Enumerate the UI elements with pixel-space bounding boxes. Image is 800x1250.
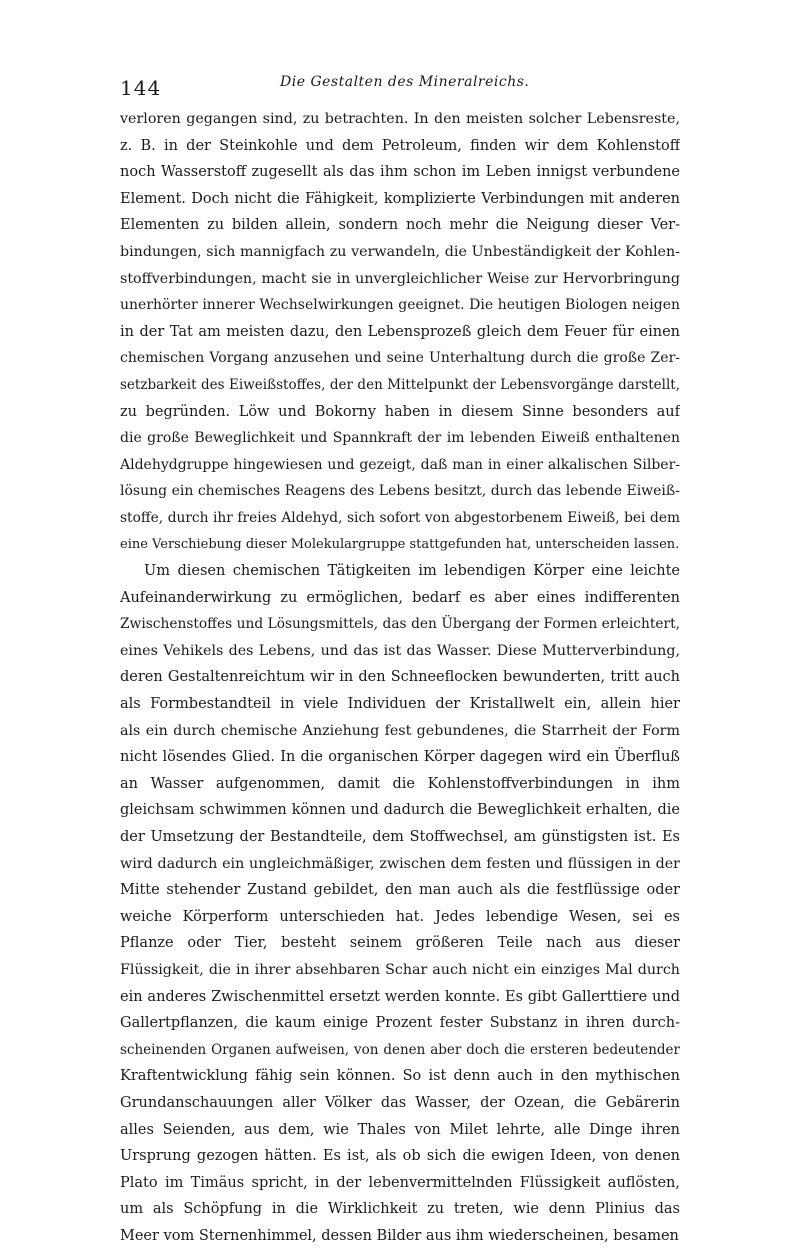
text-line: Kraftentwicklung fähig sein können. So ist denn auch in den mythischen: [120, 1068, 680, 1085]
text-line: eines Vehikels des Lebens, und das ist das Wasser. Diese Mutterverbindung,: [120, 642, 680, 659]
text-line: ein anderes Zwischenmittel ersetzt werden konnte. Es gibt Gallerttiere und: [120, 988, 680, 1005]
text-line: Aldehydgruppe hingewiesen und gezeigt, daß man in einer alkalischen Silber-: [120, 456, 680, 473]
text-line: um als Schöpfung in die Wirklichkeit zu treten, wie denn Plinius das: [120, 1201, 680, 1218]
text-line: Zwischenstoffes und Lösungsmittels, das den Übergang der Formen erleichtert,: [120, 616, 680, 633]
text-line: Ursprung gezogen hätten. Es ist, als ob sich die ewigen Ideen, von denen: [120, 1148, 680, 1165]
body-text: [120, 106, 680, 1250]
text-line: Element. Doch nicht die Fähigkeit, komplizierte Verbindungen mit anderen: [120, 190, 680, 207]
text-line: alles Seienden, aus dem, wie Thales von Milet lehrte, alle Dinge ihren: [120, 1121, 680, 1138]
running-head: Die Gestalten des Mineralreichs.: [280, 74, 530, 90]
text-line: die große Beweglichkeit und Spannkraft der im lebenden Eiweiß enthaltenen: [120, 430, 680, 447]
text-line: Flüssigkeit, die in ihrer absehbaren Schar auch nicht ein einziges Mal durch: [120, 962, 680, 978]
text-line: Plato im Timäus spricht, in der lebenvermittelnden Flüssigkeit auflösten,: [120, 1174, 680, 1191]
text-line: der Umsetzung der Bestandteile, dem Stoffwechsel, am günstigsten ist. Es: [120, 829, 680, 846]
text-line: Mitte stehender Zustand gebildet, den man auch als die festflüssige oder: [120, 882, 680, 899]
text-line: zu begründen. Löw und Bokorny haben in diesem Sinne besonders auf: [120, 403, 680, 420]
text-line: nicht lösendes Glied. In die organischen Körper dagegen wird ein Überfluß: [120, 749, 680, 766]
text-line: in der Tat am meisten dazu, den Lebensprozeß gleich dem Feuer für einen: [120, 323, 680, 340]
text-line: z. B. in der Steinkohle und dem Petroleum, finden wir dem Kohlenstoff: [120, 137, 680, 154]
page-number: 144: [120, 76, 162, 100]
text-line: Meer vom Sternenhimmel, dessen Bilder aus ihm wiederscheinen, besamen: [120, 1227, 679, 1244]
text-line: Aufeinanderwirkung zu ermöglichen, bedarf es aber eines indifferenten: [120, 589, 680, 606]
text-line: unerhörter innerer Wechselwirkungen geeignet. Die heutigen Biologen neigen: [120, 297, 680, 314]
text-line: stoffverbindungen, macht sie in unvergleichlicher Weise zur Hervorbringung: [120, 270, 680, 287]
text-line: gleichsam schwimmen können und dadurch die Beweglichkeit erhalten, die: [120, 802, 680, 819]
text-line: noch Wasserstoff zugesellt als das ihm schon im Leben innigst verbundene: [120, 164, 680, 181]
text-line: eine Verschiebung dieser Molekulargruppe stattgefunden hat, unterscheiden lassen.: [120, 536, 680, 552]
text-line: als ein durch chemische Anziehung fest gebundenes, die Starrheit der Form: [120, 722, 680, 739]
text-line: wird dadurch ein ungleichmäßiger, zwischen dem festen und flüssigen in der: [120, 855, 680, 872]
text-line: scheinenden Organen aufweisen, von denen aber doch die ersteren bedeutender: [120, 1041, 680, 1058]
text-line: Pflanze oder Tier, besteht seinem größeren Teile nach aus dieser: [120, 935, 680, 952]
text-line: bindungen, sich mannigfach zu verwandeln, die Unbeständigkeit der Kohlen-: [120, 243, 680, 260]
text-line: Elementen zu bilden allein, sondern noch mehr die Neigung dieser Ver-: [120, 217, 680, 234]
text-line: Um diesen chemischen Tätigkeiten im lebendigen Körper eine leichte: [144, 563, 680, 580]
text-line: Gallertpflanzen, die kaum einige Prozent fester Substanz in ihren durch-: [120, 1015, 680, 1032]
text-line: stoffe, durch ihr freies Aldehyd, sich sofort von abgestorbenem Eiweiß, bei dem: [120, 509, 680, 526]
text-line: deren Gestaltenreichtum wir in den Schneeflocken bewunderten, tritt auch: [120, 669, 680, 686]
text-line: setzbarkeit des Eiweißstoffes, der den Mittelpunkt der Lebensvorgänge darstellt,: [120, 376, 680, 393]
text-line: verloren gegangen sind, zu betrachten. In den meisten solcher Lebensreste,: [120, 111, 680, 127]
text-line: lösung ein chemisches Reagens des Lebens besitzt, durch das lebende Eiweiß-: [120, 483, 680, 500]
page-header: [120, 72, 680, 102]
text-line: als Formbestandteil in viele Individuen der Kristallwelt ein, allein hier: [120, 696, 680, 713]
text-line: Grundanschauungen aller Völker das Wasser, der Ozean, die Gebärerin: [120, 1094, 680, 1111]
text-line: chemischen Vorgang anzusehen und seine Unterhaltung durch die große Zer-: [120, 350, 680, 367]
text-line: an Wasser aufgenommen, damit die Kohlenstoffverbindungen in ihm: [120, 775, 680, 792]
text-line: weiche Körperform unterschieden hat. Jedes lebendige Wesen, sei es: [120, 908, 680, 925]
